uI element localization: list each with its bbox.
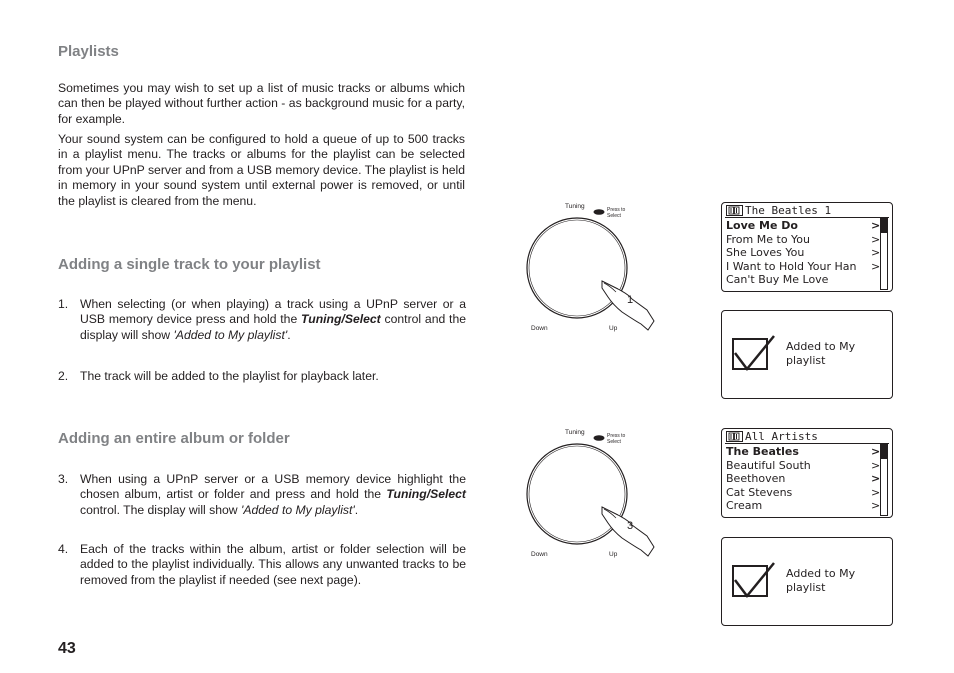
step-number: 1. (58, 297, 69, 311)
message-line-2: playlist (786, 580, 826, 594)
checkmark-icon (730, 560, 778, 600)
playlists-paragraph-1: Sometimes you may wish to set up a list of music tracks or albums which can then be played without further action - as background music for a party, for example. (58, 81, 465, 126)
tuning-knob-diagram-1 (520, 200, 665, 340)
list-item[interactable]: Cat Stevens (726, 485, 793, 499)
step-text: The track will be added to the playlist for playback later. (80, 369, 379, 383)
chevron-right-icon: > (871, 499, 881, 512)
section-title-single-track: Adding a single track to your playlist (58, 256, 321, 273)
step-3 (58, 472, 466, 520)
step-text: Each of the tracks within the album, artist or folder selection will be added to the playlist individually. This allows any unwanted tracks to be removed from the playlist if needed (see next page). (80, 542, 466, 587)
tuning-knob-graphic (520, 426, 665, 566)
step-callout-number: 3 (627, 520, 634, 532)
playlists-paragraph-2: Your sound system can be configured to hold a queue of up to 500 tracks in a playlist menu. The tracks or albums for the playlist can be selected from your UPnP server and from a USB memory device. The playlist is held in memory in your sound system until external power is removed, or until the playlist is cleared from the menu. (58, 132, 465, 208)
step-number: 4. (58, 542, 69, 556)
list-item[interactable]: Love Me Do (726, 219, 798, 232)
list-item[interactable]: She Loves You (726, 246, 805, 259)
list-item[interactable]: Can't Buy Me Love (726, 273, 829, 286)
divider (725, 217, 889, 218)
step-number: 2. (58, 369, 69, 383)
page-number: 43 (58, 640, 76, 657)
step-callout-number: 1 (627, 294, 634, 306)
chevron-right-icon: > (871, 458, 881, 472)
message-line-1: Added to My (786, 567, 856, 580)
message-line-1: Added to My (786, 340, 856, 353)
lcd-display-track-list (721, 202, 893, 292)
step-number: 3. (58, 472, 69, 486)
tuning-knob-diagram-2 (520, 426, 665, 566)
section-title-album: Adding an entire album or folder (58, 430, 290, 447)
list-item[interactable]: Beautiful South (726, 458, 811, 472)
section-title-playlists: Playlists (58, 43, 119, 60)
chevron-right-icon: > (871, 219, 881, 232)
chevron-right-icon: > (871, 485, 881, 499)
lcd-display-added-message (721, 537, 893, 626)
press-to-select-label: Press to Select (607, 207, 626, 219)
folder-music-icon (726, 205, 743, 216)
chevron-right-icon: > (871, 246, 881, 259)
step-text: When using a UPnP server or a USB memory device highlight the chosen album, artist or folder and press and hold the Tuning/Select control. The display will show 'Added to My playlist'. (80, 472, 466, 517)
step-text: When selecting (or when playing) a track using a UPnP server or a USB memory device press and hold the Tuning/Select control and the display will show 'Added to My playlist'. (80, 297, 466, 342)
step-4 (58, 542, 466, 590)
checkmark-icon (730, 333, 778, 373)
tuning-label: Tuning (565, 429, 585, 436)
folder-music-icon (726, 431, 743, 442)
chevron-right-icon: > (871, 259, 881, 273)
divider (725, 443, 889, 444)
list-item[interactable]: I Want to Hold Your Han (726, 259, 857, 273)
chevron-right-icon: > (871, 232, 881, 246)
lcd-display-added-message (721, 310, 893, 399)
up-label: Up (609, 325, 618, 332)
lcd-display-artist-list (721, 428, 893, 518)
down-label: Down (531, 325, 548, 332)
list-item[interactable]: Cream (726, 499, 763, 512)
step-2 (58, 369, 466, 385)
up-label: Up (609, 551, 618, 558)
scrollbar[interactable] (880, 444, 888, 516)
down-label: Down (531, 551, 548, 558)
scrollbar-thumb[interactable] (881, 219, 887, 233)
list-item[interactable]: Beethoven (726, 472, 786, 485)
chevron-right-icon: > (871, 445, 881, 458)
lcd-title-text: The Beatles 1 (745, 204, 832, 217)
chevron-right-icon: > (871, 472, 881, 485)
tuning-label: Tuning (565, 203, 585, 210)
scrollbar[interactable] (880, 218, 888, 290)
lcd-title-bar (726, 204, 831, 217)
list-item[interactable]: The Beatles (726, 445, 799, 458)
scrollbar-thumb[interactable] (881, 445, 887, 459)
tuning-knob-graphic (520, 200, 665, 340)
list-item[interactable]: From Me to You (726, 232, 811, 246)
lcd-title-text: All Artists (745, 430, 818, 443)
step-1 (58, 297, 466, 345)
message-line-2: playlist (786, 353, 826, 367)
lcd-title-bar (726, 430, 818, 443)
press-to-select-label: Press to Select (607, 433, 626, 445)
